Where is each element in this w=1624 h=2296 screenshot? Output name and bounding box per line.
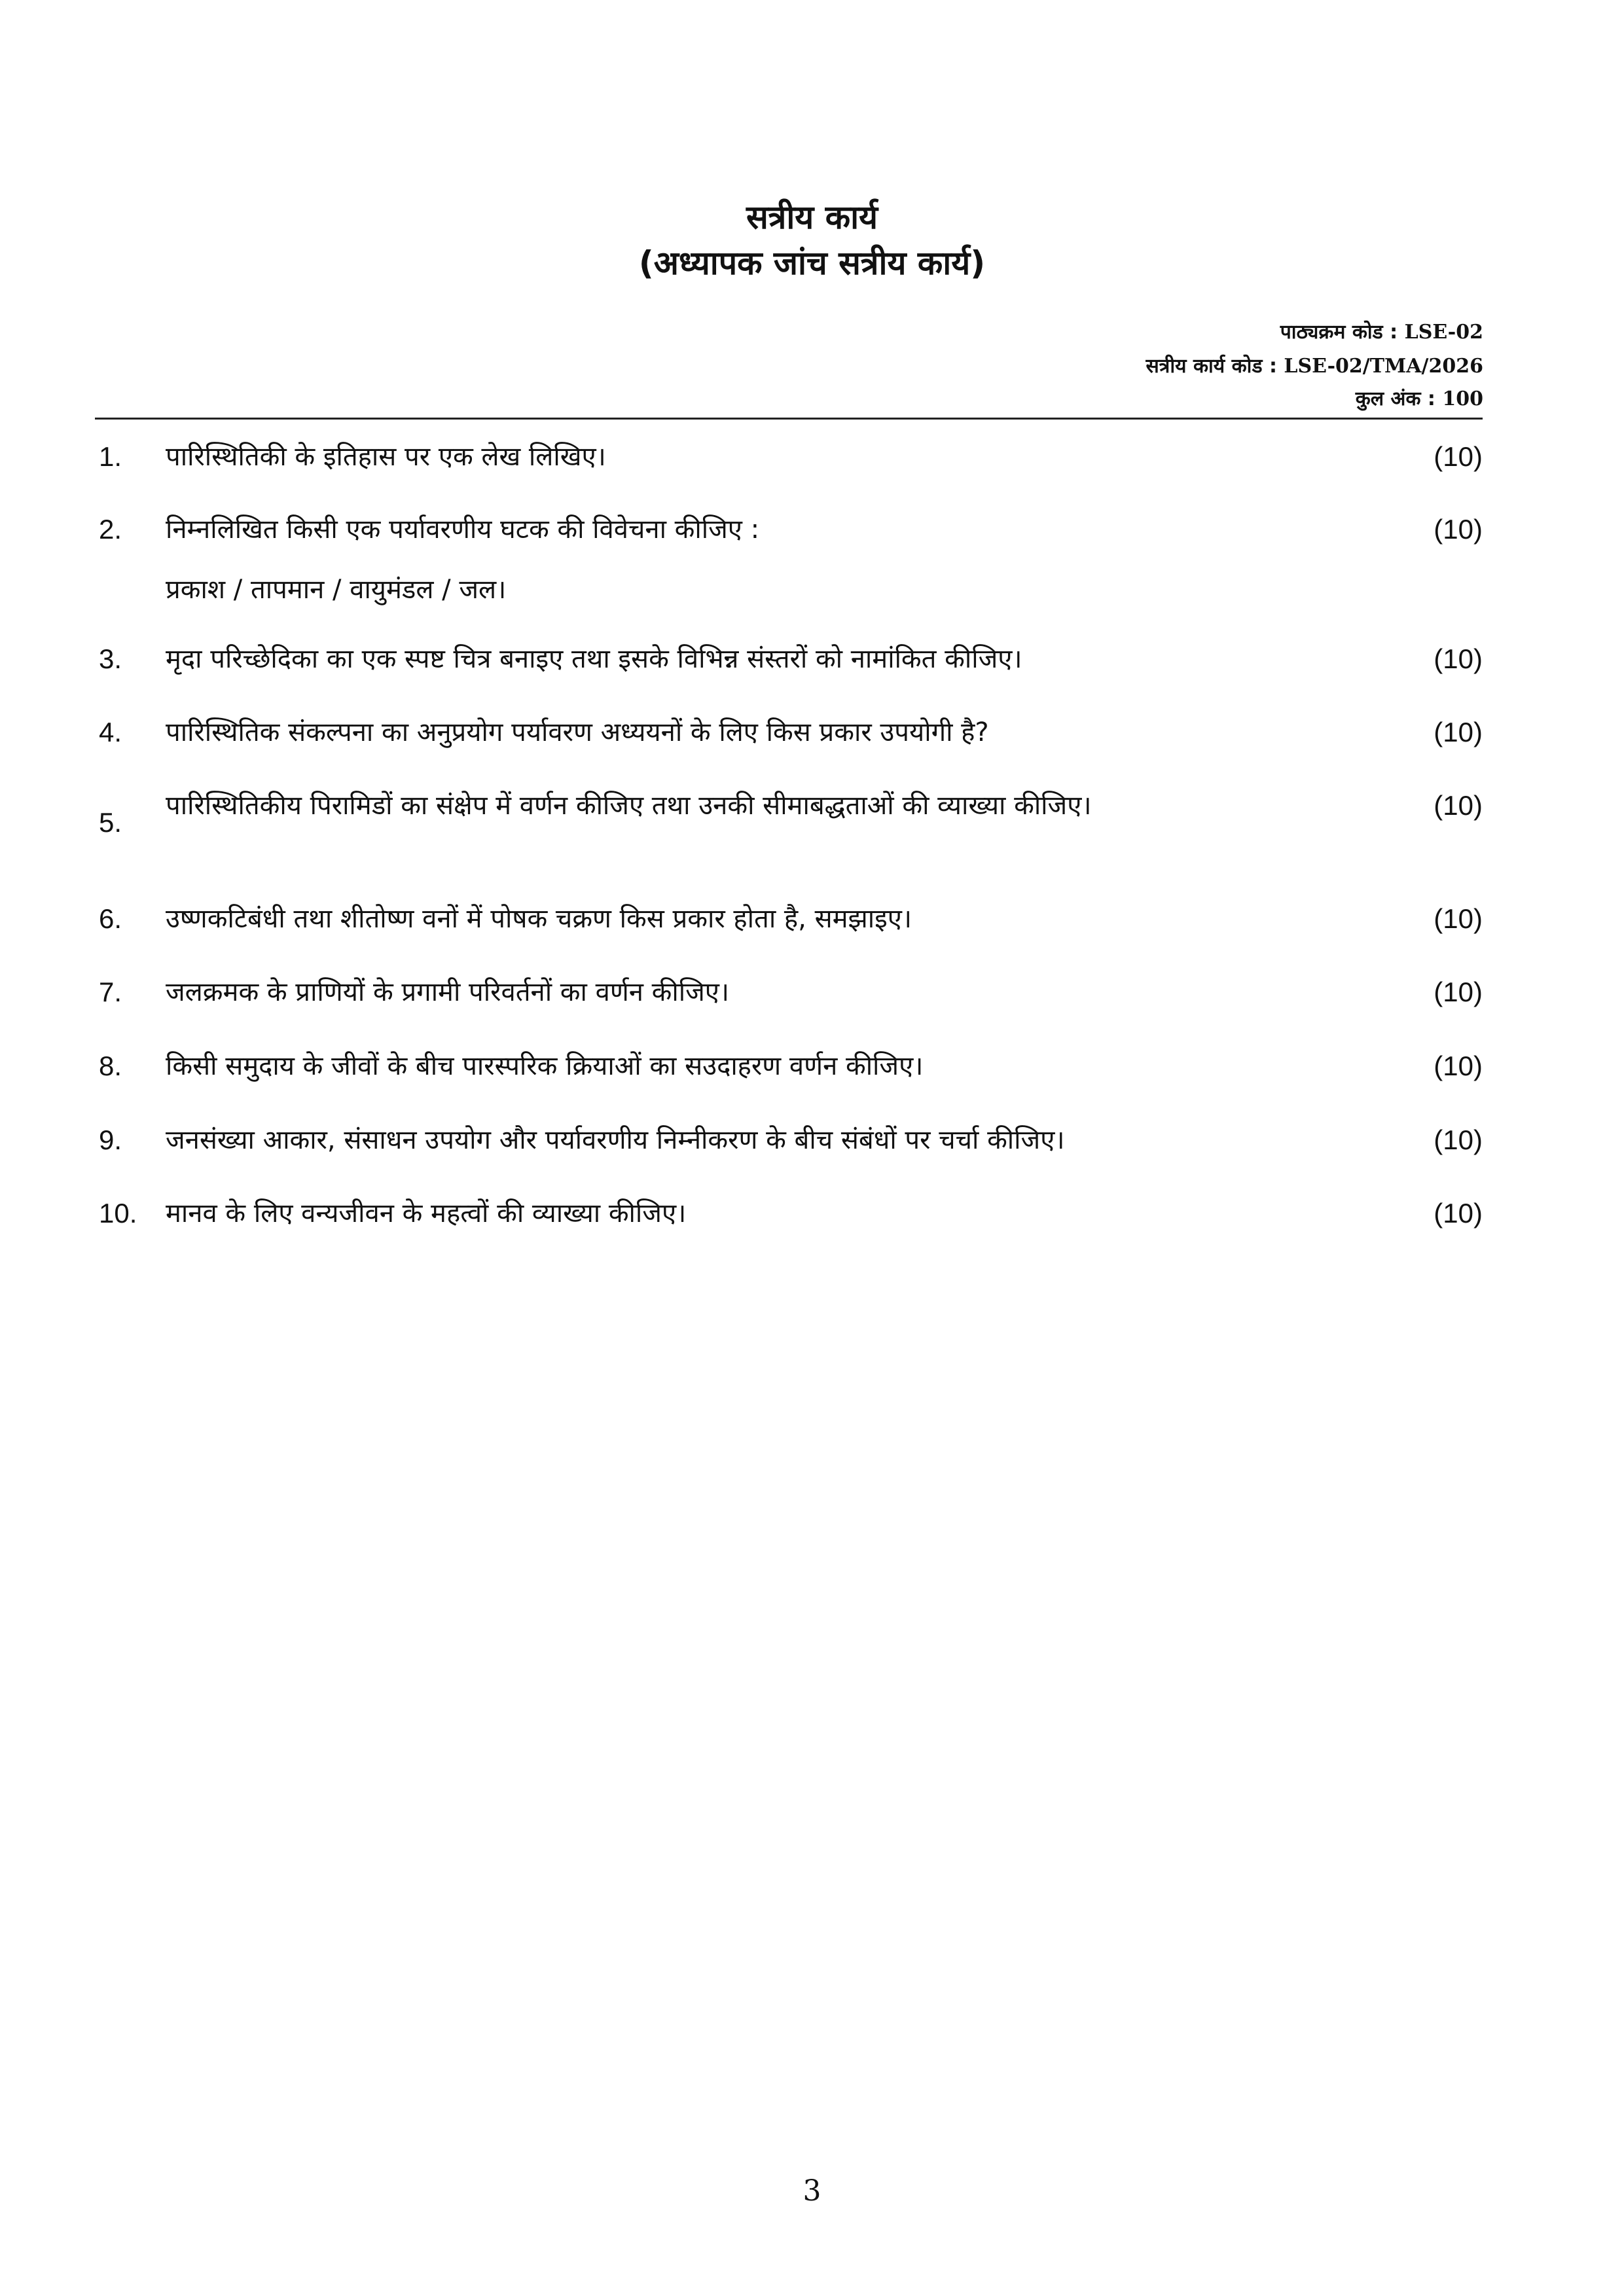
- header-divider: [95, 418, 1483, 420]
- question-number: 10.: [99, 1198, 137, 1229]
- question-text: उष्णकटिबंधी तथा शीतोष्ण वनों में पोषक चक्रण किस प्रकार होता है, समझाइए।: [166, 904, 912, 934]
- question-text: पारिस्थितिकी के इतिहास पर एक लेख लिखिए।: [166, 442, 606, 472]
- question-marks: (10): [1434, 643, 1483, 674]
- question-marks: (10): [1434, 977, 1483, 1007]
- question-number: 2.: [99, 514, 122, 545]
- question-text: जनसंख्या आकार, संसाधन उपयोग और पर्यावरणीय निम्नीकरण के बीच संबंधों पर चर्चा कीजिए।: [166, 1125, 1065, 1155]
- question-text: पारिस्थितिक संकल्पना का अनुप्रयोग पर्यावरण अध्ययनों के लिए किस प्रकार उपयोगी है?: [166, 717, 989, 747]
- question-text: मानव के लिए वन्यजीवन के महत्वों की व्याख्या कीजिए।: [166, 1198, 687, 1229]
- total-marks-value: 100: [1442, 387, 1483, 410]
- question-marks: (10): [1434, 717, 1483, 747]
- total-marks-label: कुल अंक :: [1355, 387, 1443, 410]
- question-number: 1.: [99, 441, 122, 472]
- course-code-value: LSE-02: [1404, 321, 1483, 344]
- page-subtitle: (अध्यापक जांच सत्रीय कार्य): [638, 244, 986, 282]
- question-number: 6.: [99, 903, 122, 934]
- page-title: सत्रीय कार्य: [746, 198, 878, 236]
- question-marks: (10): [1434, 1050, 1483, 1081]
- course-code-label: पाठ्यक्रम कोड :: [1280, 321, 1405, 344]
- assignment-code-value: LSE-02/TMA/2026: [1284, 355, 1483, 378]
- question-number: 7.: [99, 977, 122, 1007]
- question-number: 4.: [99, 717, 122, 747]
- question-marks: (10): [1434, 441, 1483, 472]
- page-number: 3: [803, 2174, 821, 2208]
- question-subtext: प्रकाश / तापमान / वायुमंडल / जल।: [166, 575, 507, 605]
- question-text: मृदा परिच्छेदिका का एक स्पष्ट चित्र बनाइए तथा इसके विभिन्न संस्तरों को नामांकित कीजिए।: [166, 644, 1022, 674]
- question-marks: (10): [1434, 1198, 1483, 1229]
- question-text: पारिस्थितिकीय पिरामिडों का संक्षेप में वर्णन कीजिए तथा उनकी सीमाबद्धताओं की व्याख्या कीजिए।: [166, 791, 1092, 821]
- course-code: [1280, 319, 1483, 346]
- question-number: 9.: [99, 1124, 122, 1155]
- question-marks: (10): [1434, 790, 1483, 821]
- question-number: 3.: [99, 643, 122, 674]
- question-number: 5.: [99, 807, 122, 838]
- question-number: 8.: [99, 1050, 122, 1081]
- assignment-code-label: सत्रीय कार्य कोड :: [1146, 355, 1284, 378]
- assignment-code: [1146, 353, 1483, 380]
- question-text: निम्नलिखित किसी एक पर्यावरणीय घटक की विवेचना कीजिए :: [166, 514, 760, 545]
- question-text: किसी समुदाय के जीवों के बीच पारस्परिक क्रियाओं का सउदाहरण वर्णन कीजिए।: [166, 1051, 924, 1081]
- question-marks: (10): [1434, 514, 1483, 545]
- question-marks: (10): [1434, 903, 1483, 934]
- question-marks: (10): [1434, 1124, 1483, 1155]
- question-text: जलक्रमक के प्राणियों के प्रगामी परिवर्तनों का वर्णन कीजिए।: [166, 977, 730, 1007]
- total-marks: [1356, 386, 1483, 412]
